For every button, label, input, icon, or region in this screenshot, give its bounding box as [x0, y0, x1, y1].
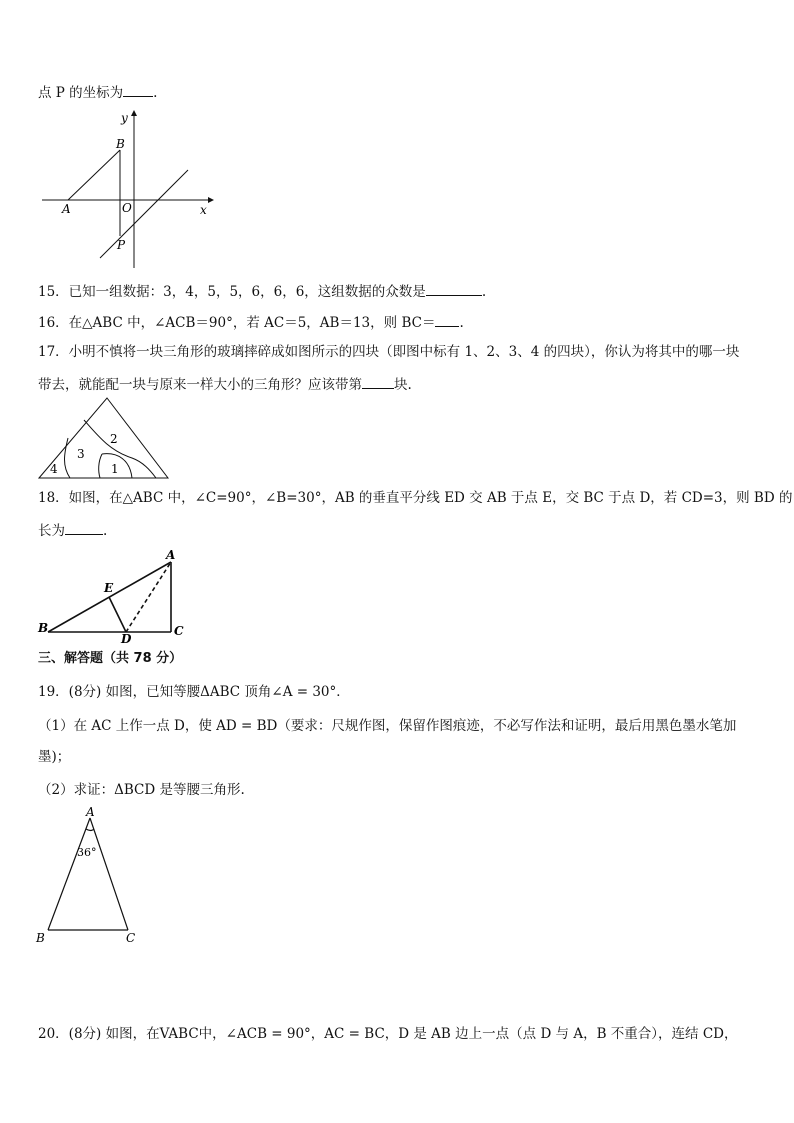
question-16-text: 16．在△ABC 中，∠ACB＝90°，若 AC＝5，AB＝13，则 BC＝	[38, 315, 436, 331]
label-b: B	[36, 931, 45, 945]
question-17-line-1	[38, 343, 739, 361]
question-19-intro: 19．(8分) 如图，已知等腰ΔABC 顶角∠A = 30°．	[38, 684, 350, 700]
question-14-text: 点 P 的坐标为	[38, 85, 124, 101]
piece-label-2: 2	[110, 432, 118, 446]
question-19-part-1-line-1: （1）在 AC 上作一点 D，使 AD = BD（要求：尺规作图，保留作图痕迹，不必写作法和证明，最后用黑色墨水笔加	[38, 718, 737, 734]
label-p: P	[117, 238, 126, 252]
segment-ed	[109, 597, 126, 632]
question-20: 20．(8分) 如图，在VABC中，∠ACB = 90°，AC = BC，D 是 AB 边上一点（点 D 与 A，B 不重合），连结 CD，	[38, 1026, 738, 1042]
question-15: 15．已知一组数据：3，4，5，5，6，6，6，这组数据的众数是 .	[38, 281, 486, 301]
angle-label: 36°	[77, 846, 97, 859]
question-14-tail: 点 P 的坐标为 .	[38, 82, 157, 102]
question-15-text: 15．已知一组数据：3，4，5，5，6，6，6，这组数据的众数是	[38, 284, 426, 300]
line-through-p	[100, 170, 188, 258]
question-18-text: 18．如图，在△ABC 中，∠C=90°，∠B=30°，AB 的垂直平分线 ED 交 AB 于点 E，交 BC 于点 D，若 CD=3，则 BD 的	[38, 490, 793, 506]
question-16: 16．在△ABC 中，∠ACB＝90°，若 AC＝5，AB＝13，则 BC＝ .	[38, 312, 464, 332]
triangle-outline	[39, 398, 168, 478]
figure-coordinate-plane	[38, 108, 218, 273]
question-19-part-1-line-2: 墨)；	[38, 749, 71, 765]
figure-broken-triangle	[38, 396, 170, 480]
question-19-part-2: （2）求证：ΔBCD 是等腰三角形.	[38, 782, 245, 798]
piece-label-1: 1	[111, 462, 119, 476]
label-a: A	[166, 548, 176, 562]
label-y: y	[121, 111, 128, 125]
segment-ad-dashed	[126, 562, 171, 632]
label-d: D	[121, 632, 132, 646]
x-axis-arrow	[208, 197, 214, 203]
answer-blank	[123, 82, 153, 97]
answer-blank	[362, 374, 394, 389]
side-ab	[48, 818, 90, 930]
line-ab	[68, 150, 120, 200]
figure-right-triangle	[38, 548, 188, 644]
figure-isosceles-triangle	[36, 804, 146, 946]
label-e: E	[104, 581, 114, 595]
question-17-text: 17．小明不慎将一块三角形的玻璃摔碎成如图所示的四块（即图中标有 1、2、3、4 的四块），你认为将其中的哪一块	[38, 344, 740, 360]
angle-arc	[86, 829, 94, 831]
label-b: B	[116, 137, 125, 151]
section-heading: 三、解答题（共 78 分）	[38, 651, 183, 666]
answer-blank	[435, 312, 459, 327]
crack-3	[99, 454, 102, 478]
answer-blank	[65, 520, 103, 535]
question-18-line-1	[38, 489, 792, 507]
question-17-line-2: 带去，就能配一块与原来一样大小的三角形？应该带第 块.	[38, 374, 412, 394]
label-c: C	[126, 931, 136, 945]
label-a: A	[86, 805, 95, 819]
crack-1	[84, 420, 156, 478]
label-b: B	[38, 621, 49, 635]
label-a: A	[62, 202, 71, 216]
piece-label-4: 4	[50, 462, 58, 476]
question-18-line-2: 长为 .	[38, 520, 107, 540]
label-c: C	[174, 624, 184, 638]
answer-blank	[426, 281, 482, 296]
label-x: x	[200, 203, 207, 217]
piece-label-3: 3	[77, 447, 85, 461]
side-ac	[90, 818, 128, 930]
label-o: O	[122, 201, 132, 215]
y-axis-arrow	[131, 110, 137, 116]
